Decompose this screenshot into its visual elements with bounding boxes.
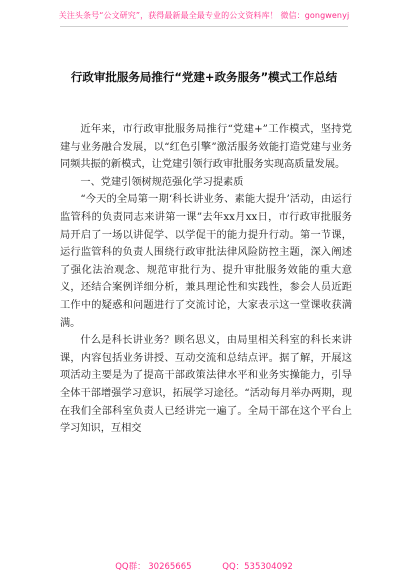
header-banner: 关注头条号“公文研究”，获得最新最全最专业的公文资料库！ 微信：gongwenyj — [58, 11, 350, 20]
body-paragraph: 什么是科长讲业务？顾名思义，由局里相关科室的科长来讲课，内容包括业务讲授、互动交流和总结点评。据了解，开展这项活动主要是为了提高干部政策法律水平和业务实操能力，引导全体干部增强学习意识，拓展学习途径。“活动每月举办两期，现在我们全部科室负责人已经讲完一遍了。全局干部在这个平台上学习知识，互相交 — [60, 335, 352, 435]
footer-qq-group: QQ群： 30265665 — [115, 562, 192, 572]
document-body — [60, 121, 352, 438]
document-title: 行政审批服务局推行“党建+政务服务”模式工作总结 — [70, 70, 338, 84]
section-heading: 一、党建引领树规范强化学习提素质 — [80, 176, 244, 188]
footer-contact — [0, 560, 408, 572]
header-divider — [60, 26, 348, 27]
intro-paragraph: 近年来，市行政审批服务局推行“党建+”工作模式，坚持党建与业务融合发展，以“红色引擎”激活服务效能打造党建与业务同频共振的新模式，让党建引领行政审批服务实现高质量发展。 — [60, 124, 352, 171]
body-paragraph: “今天的全局第一期‘科长讲业务、素能大提升’活动，由运行监管科的负责同志来讲第一课”去年xx月xx日，市行政审批服务局开启了一场以讲促学、以学促干的能力提升行动。第一节课，运行监管科的负责人围绕行政审批法律风险防控主题，深入阐述了强化法治观念、规范审批行为、提升审批服务效能的重大意义，还结合案例详细分析，兼具理论性和实践性，参会人员近距工作中的疑惑和问题进行了交流讨论，大家表示这一堂课收获满满。 — [60, 194, 352, 329]
footer-qq-number: QQ：535304092 — [222, 562, 293, 572]
